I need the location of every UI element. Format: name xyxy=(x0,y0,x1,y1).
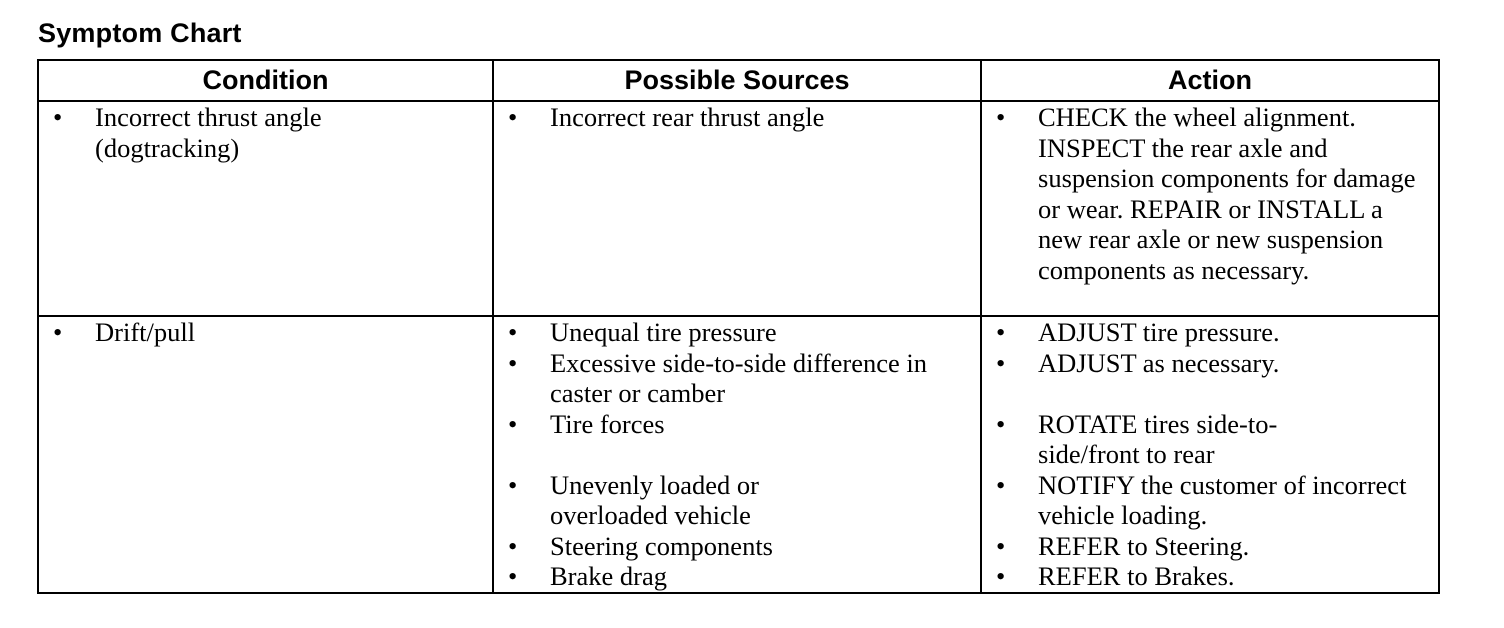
list-item: • Unequal tire pressure xyxy=(494,317,980,348)
list-item: • REFER to Steering. xyxy=(982,531,1438,562)
list-item: • REFER to Brakes. xyxy=(982,561,1438,592)
list-item: • Tire forces xyxy=(494,409,980,440)
header-possible-sources: Possible Sources xyxy=(493,60,981,101)
action-cell xyxy=(981,101,1439,316)
list-item: • Brake drag xyxy=(494,561,980,592)
list-item: • CHECK the wheel alignment. INSPECT the rear axle and suspension components for damage or wear. REPAIR or INSTALL a new rear axle or new suspension components as necessary. xyxy=(982,102,1438,285)
list-item: • NOTIFY the customer of incorrect vehicle loading. xyxy=(982,470,1438,531)
page-title: Symptom Chart xyxy=(38,18,242,48)
list-item: • Incorrect thrust angle (dogtracking) xyxy=(39,102,492,163)
header-condition: Condition xyxy=(38,60,493,101)
condition-cell xyxy=(38,101,493,316)
list-item: • Excessive side-to-side difference in caster or camber xyxy=(494,348,980,409)
list-item: • Incorrect rear thrust angle xyxy=(494,102,980,133)
symptom-table xyxy=(37,59,1440,594)
list-item: • ADJUST tire pressure. xyxy=(982,317,1438,348)
condition-cell xyxy=(38,316,493,593)
action-cell xyxy=(981,316,1439,593)
table-row xyxy=(38,316,1439,593)
sources-cell xyxy=(493,101,981,316)
header-row xyxy=(38,60,1439,101)
list-item: • Steering components xyxy=(494,531,980,562)
list-item: • Unevenly loaded or overloaded vehicle xyxy=(494,470,980,531)
header-action: Action xyxy=(981,60,1439,101)
sources-cell xyxy=(493,316,981,593)
list-item: • ADJUST as necessary. xyxy=(982,348,1438,379)
list-item: • Drift/pull xyxy=(39,317,492,348)
table-row xyxy=(38,101,1439,316)
list-item: • ROTATE tires side-to-side/front to rear xyxy=(982,409,1438,470)
